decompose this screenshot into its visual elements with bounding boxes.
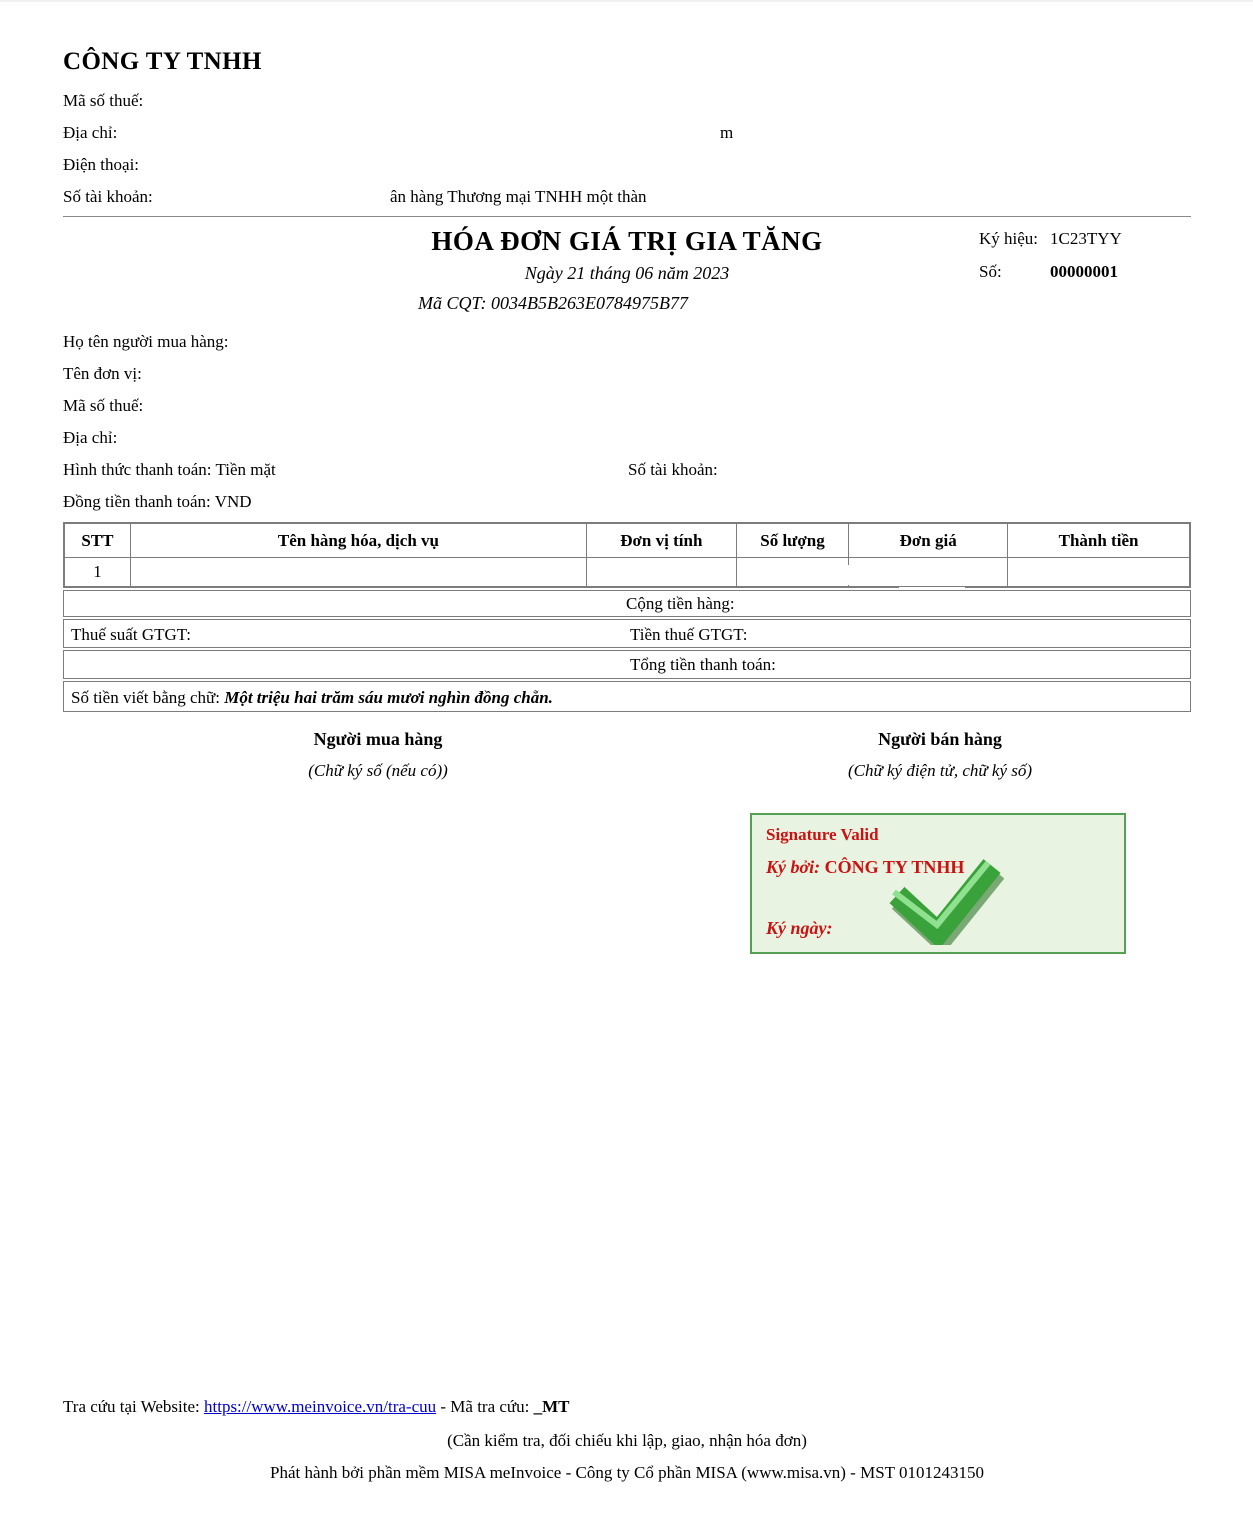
cell-stt: 1: [64, 558, 130, 588]
cell-total: [1008, 558, 1190, 588]
signature-area: [63, 729, 1191, 987]
invoice-header: [63, 217, 1191, 318]
check-note: (Cần kiểm tra, đối chiếu khi lập, giao, nhận hóa đơn): [447, 1431, 807, 1450]
number-value: 00000001: [1050, 262, 1118, 281]
buyer-currency-line: [63, 486, 1191, 518]
lookup-code: _MT: [533, 1397, 570, 1416]
grand-total-label: Tổng tiền thanh toán:: [630, 655, 776, 674]
cell-name: [130, 558, 586, 588]
col-header-stt: STT: [64, 523, 130, 558]
subtotal-label: Cộng tiền hàng:: [626, 594, 735, 613]
buyer-account-label: Số tài khoản:: [628, 460, 718, 479]
seller-address-extra: m: [720, 123, 734, 142]
invoice-serial-row: [979, 229, 1191, 249]
invoice-date: Ngày 21 tháng 06 năm 2023: [524, 263, 730, 283]
table-header-row: [64, 523, 1190, 558]
table-row: [64, 558, 1190, 588]
buyer-unit-line: [63, 358, 1191, 390]
cell-price: [849, 558, 1008, 588]
seller-signature-block: [790, 729, 1090, 781]
col-header-name: Tên hàng hóa, dịch vụ: [130, 523, 586, 558]
seller-phone-label: Điện thoại:: [63, 155, 140, 174]
number-label: Số:: [979, 262, 1002, 281]
currency-value: VND: [214, 492, 252, 511]
redaction-artifact: [846, 565, 852, 585]
items-table: [63, 522, 1191, 588]
signature-status: Signature Valid: [766, 825, 879, 844]
buyer-block: [63, 326, 1191, 518]
cell-unit: [586, 558, 736, 588]
buyer-signature-title: Người mua hàng: [313, 729, 443, 749]
grand-total-row: [63, 650, 1191, 679]
items-table-wrap: [63, 522, 1191, 712]
seller-account-value: ân hàng Thương mại TNHH một thàn: [390, 187, 647, 206]
serial-value: 1C23TYY: [1050, 229, 1122, 248]
seller-block: [63, 48, 1191, 217]
seller-address-line: [63, 117, 1191, 149]
digital-signature-stamp: [750, 813, 1126, 954]
seller-signature-note: (Chữ ký điện tử, chữ ký số): [847, 761, 1033, 780]
amount-in-words-label: Số tiền viết bằng chữ:: [71, 688, 220, 707]
seller-tax-line: [63, 85, 1191, 117]
col-header-total: Thành tiền: [1008, 523, 1190, 558]
invoice-page: [63, 48, 1191, 987]
invoice-footer: [63, 1392, 1191, 1488]
page-top-edge: [0, 0, 1253, 2]
vat-amount-label: Tiền thuế GTGT:: [630, 625, 748, 644]
signed-by-label: Ký bởi:: [766, 857, 821, 877]
invoice-cqt-code: Mã CQT: 0034B5B263E0784975B77: [418, 293, 688, 313]
payment-method-label: Hình thức thanh toán:: [63, 460, 212, 479]
buyer-signature-block: [228, 729, 528, 781]
seller-account-line: [63, 181, 1191, 213]
buyer-name-line: [63, 326, 1191, 358]
buyer-payment-line: [63, 454, 1191, 486]
lookup-line: [63, 1392, 1191, 1422]
invoice-serial-block: [979, 229, 1191, 295]
col-header-unit: Đơn vị tính: [586, 523, 736, 558]
lookup-middle: - Mã tra cứu:: [440, 1397, 530, 1416]
buyer-address-line: [63, 422, 1191, 454]
signed-date-label: Ký ngày:: [766, 918, 833, 938]
payment-method-value: Tiền mặt: [215, 460, 276, 479]
cell-qty: [736, 558, 849, 588]
invoice-title: HÓA ĐƠN GIÁ TRỊ GIA TĂNG: [431, 226, 823, 256]
subtotal-row: [63, 590, 1191, 617]
vat-rate-label: Thuế suất GTGT:: [71, 625, 192, 644]
lookup-link[interactable]: https://www.meinvoice.vn/tra-cuu: [204, 1397, 437, 1416]
col-header-qty: Số lượng: [736, 523, 849, 558]
vat-row: [63, 619, 1191, 648]
buyer-tax-line: [63, 390, 1191, 422]
seller-company-name: CÔNG TY TNHH: [63, 48, 262, 75]
invoice-number-row: [979, 262, 1191, 282]
signed-by-line: [766, 857, 964, 878]
buyer-signature-note: (Chữ ký số (nếu có)): [308, 761, 448, 780]
seller-tax-code-label: Mã số thuế:: [63, 91, 144, 110]
currency-label: Đồng tiền thanh toán:: [63, 492, 211, 511]
seller-address-label: Địa chỉ:: [63, 123, 118, 142]
seller-phone-line: [63, 149, 1191, 181]
signed-by-value: CÔNG TY TNHH: [824, 857, 965, 877]
buyer-tax-code-label: Mã số thuế:: [63, 396, 144, 415]
publisher-line: Phát hành bởi phần mềm MISA meInvoice - Công ty Cổ phần MISA (www.misa.vn) - MST 0101243150: [270, 1463, 984, 1482]
serial-label: Ký hiệu:: [979, 229, 1039, 248]
amount-in-words-row: [63, 681, 1191, 712]
buyer-name-label: Họ tên người mua hàng:: [63, 332, 229, 351]
lookup-prefix: Tra cứu tại Website:: [63, 1397, 200, 1416]
seller-account-label: Số tài khoản:: [63, 187, 153, 206]
buyer-unit-label: Tên đơn vị:: [63, 364, 142, 383]
seller-signature-title: Người bán hàng: [878, 729, 1002, 749]
col-header-price: Đơn giá: [849, 523, 1008, 558]
buyer-address-label: Địa chỉ:: [63, 428, 118, 447]
amount-in-words-value: Một triệu hai trăm sáu mươi nghìn đồng chẵn.: [224, 688, 553, 707]
